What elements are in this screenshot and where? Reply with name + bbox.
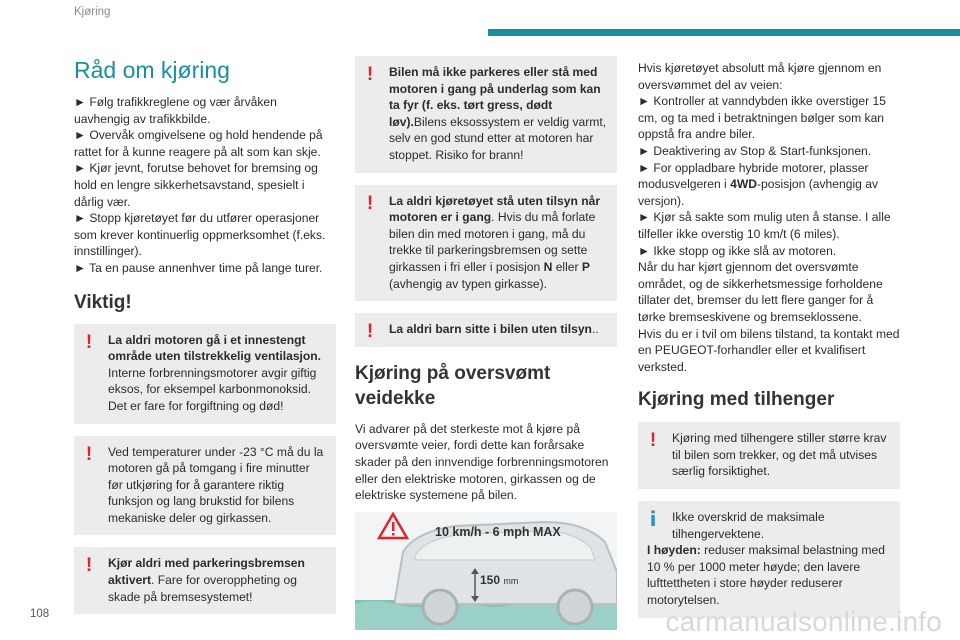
column-2	[355, 56, 617, 630]
flooded-after: Når du har kjørt gjennom det oversvømte området, og de sikkerhetsmessige forholdene tillater det, bremser du lett flere ganger for å tørke bremseskivene og bremseklossene.	[638, 260, 883, 324]
advice-item: ► Kjør jevnt, forutse behovet for bremsing og hold en lengre sikkerhetsavstand, spesielt i dårlig vær.	[74, 161, 318, 209]
exclamation-icon: !	[85, 331, 93, 353]
flooded-step: ► For oppladbare hybride motorer, plasser modusvelgeren i 4WD-posisjon (avhengig av versjon).	[638, 160, 878, 208]
exclamation-icon: !	[366, 321, 374, 343]
exclamation-icon: !	[85, 443, 93, 465]
altitude-bold: I høyden:	[647, 543, 701, 558]
trailer-warning: Kjøring med tilhengere stiller større krav til bilen som trekker, og det må utvises særlig forsiktighet.	[672, 431, 887, 479]
exclamation-icon: !	[85, 555, 93, 577]
column-1	[74, 56, 336, 626]
flooded-step: ► Kontroller at vanndybden ikke overstiger 15 cm, og ta med i betraktningen bølger som kan oppstå fra andre biler.	[638, 94, 886, 142]
flooded-must-drive: Hvis kjøretøyet absolutt må kjøre gjennom en oversvømmet del av veien:	[638, 61, 882, 92]
header-accent-bar	[488, 29, 960, 36]
warning-text: . Fare for overoppheting og skade på bremsesystemet!	[108, 573, 297, 604]
warning-text: . Hvis du må forlate bilen din med motoren i gang, må du trekke til parkeringsbremsen og sette girkassen i fri eller i posisjon	[389, 210, 596, 274]
exclamation-icon: !	[649, 430, 657, 452]
exclamation-icon: !	[366, 64, 374, 85]
page-number: 108	[30, 608, 50, 620]
advice-item: ► Følg trafikkreglene og vær årvåken uavhengig av trafikkbilde.	[74, 95, 277, 126]
info-line: Ikke overskrid de maksimale tilhengervektene.	[672, 510, 825, 541]
warning-bold: Bilen må ikke parkeres eller stå med motoren i gang på underlag som kan ta fyr (f. eks. tørt gress, dødt løv).	[389, 65, 601, 129]
flooded-intro: Vi advarer på det sterkeste mot å kjøre på oversvømte veier, fordi dette kan forårsake skader på den innvendige forbrenningsmotoren eller den elektriske motoren, girkassen og de elektriske systemene på bilen.	[355, 421, 609, 503]
section-header: Kjøring	[74, 6, 111, 18]
altitude-text: reduser maksimal belastning med 10 % per 1000 meter høyde; den lavere lufttettheten i store høyder reduserer motorytelsen.	[647, 543, 885, 608]
exclamation-icon: !	[366, 192, 374, 214]
warning-text: Bilens eksossystem er veldig varmt, selv en god stund etter at motoren har stoppet. Risiko for brann!	[389, 114, 607, 162]
flooded-step: ► Ikke stopp og ikke slå av motoren.	[638, 243, 837, 258]
warning-box	[638, 422, 900, 489]
depth-label: 150 mm	[480, 572, 519, 587]
warning-text: ..	[591, 322, 599, 337]
warning-bold: La aldri barn sitte i bilen uten tilsyn	[389, 322, 592, 337]
warning-bold: La aldri motoren gå i et innestengt område uten tilstrekkelig ventilasjon.	[108, 332, 322, 364]
warning-bold: Kjør aldri med parkeringsbremsen aktivert	[108, 556, 305, 588]
warning-box: ! La aldri kjøretøyet stå uten tilsyn når motoren er i gang. Hvis du må forlate bilen din med motoren i gang, må du trekke til parkeringsbremsen og sette girkassen i fri eller i posisjon N eller P (avhengig av typen girkasse).	[355, 185, 617, 302]
info-icon: i	[649, 507, 657, 532]
column-3	[638, 60, 900, 630]
warning-box	[74, 436, 336, 536]
warning-box	[74, 547, 336, 614]
warning-box	[355, 313, 617, 347]
advice-item: ► Ta en pause annenhver time på lange turer.	[74, 260, 323, 275]
flooded-doubt: Hvis du er i tvil om bilens tilstand, ta kontakt med en PEUGEOT-forhandler eller et kvalifisert verksted.	[638, 326, 900, 374]
warning-box	[74, 324, 336, 424]
advice-item: ► Overvåk omgivelsene og hold hendende på rattet for å kunne reagere på alt som kan skje.	[74, 128, 323, 159]
flooded-title: Kjøring på oversvømt veidekke	[355, 362, 551, 409]
warning-bold: La aldri kjøretøyet stå uten tilsyn når motoren er i gang	[389, 193, 601, 225]
advice-title: Råd om kjøring	[74, 57, 230, 83]
watermark: carmanualsonline.info	[665, 606, 942, 637]
speed-limit-label: 10 km/h - 6 mph MAX	[435, 524, 561, 539]
warning-text: Ved temperaturer under -23 °C må du la motoren gå på tomgang i fire minutter før utkjøring for å garantere riktig funksjon og lang brukstid for bilens mekaniske deler og girkassen.	[108, 444, 324, 525]
advice-item: ► Stopp kjøretøyet før du utfører operasjoner som krever kontinuerlig oppmerksomhet (f.eks. innstillinger).	[74, 211, 326, 259]
important-title: Viktig!	[74, 291, 132, 313]
warning-text: Interne forbrenningsmotorer avgir giftig eksos, for eksempel karbonmonoksid. Det er fare for forgiftning og død!	[108, 365, 317, 413]
trailer-title: Kjøring med tilhenger	[638, 389, 835, 411]
info-box	[638, 501, 900, 618]
flooded-road-illustration	[355, 512, 617, 630]
warning-box	[355, 56, 617, 173]
flooded-step: ► Deaktivering av Stop & Start-funksjonen.	[638, 143, 872, 158]
flooded-step: ► Kjør så sakte som mulig uten å stanse. I alle tilfeller ikke overstig 10 km/t (6 miles).	[638, 210, 891, 241]
